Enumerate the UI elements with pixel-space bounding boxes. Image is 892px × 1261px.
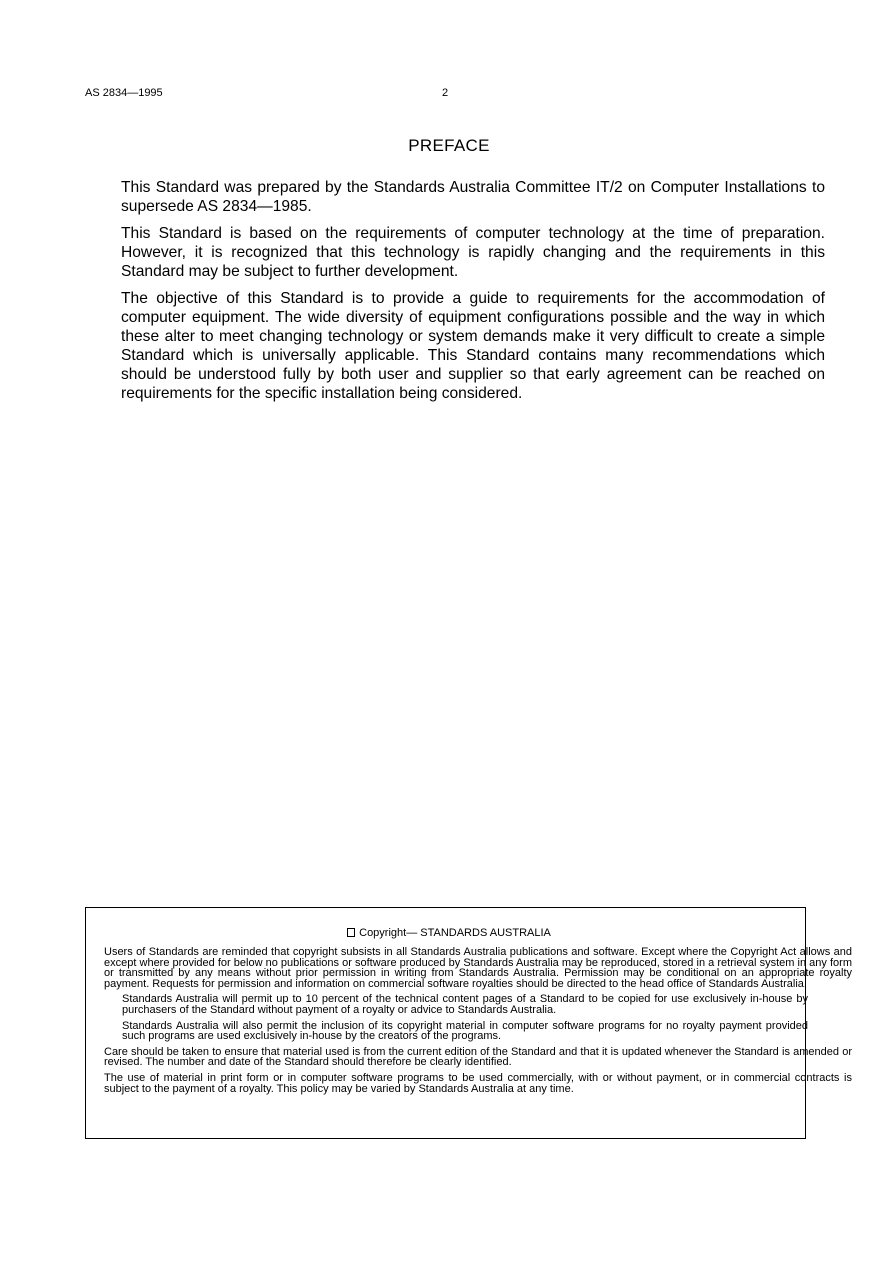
copyright-box: [85, 907, 852, 1139]
copyright-title: Copyright— STANDARDS AUSTRALIA: [359, 927, 551, 939]
copyright-content: [104, 926, 852, 1099]
copyright-heading: [104, 926, 794, 940]
copyright-paragraph: Standards Australia will also permit the inclusion of its copyright material in computer software programs for no royalty payment provided such programs are used exclusively in-house by the creators of the programs.: [122, 1019, 808, 1043]
copyright-paragraph: Users of Standards are reminded that copyright subsists in all Standards Australia publications and software. Except where the Copyright Act allows and except where provided for below no publications or software produced by Standards Australia may be reproduced, stored in a retrieval system in any form or transmitted by any means without prior permission in writing from Standards Australia. Permission may be conditional on an appropriate royalty payment. Requests for permission and information on commercial software royalties should be directed to the head office of Standards Australia.: [104, 946, 852, 990]
copyright-paragraph: The use of material in print form or in computer software programs to be used commercially, with or without payment, or in commercial contracts is subject to the payment of a royalty. This policy may be varied by Standards Australia at any time.: [104, 1071, 852, 1095]
preface-paragraph: This Standard was prepared by the Standards Australia Committee IT/2 on Computer Installations to supersede AS 2834—1985.: [121, 179, 825, 215]
copyright-paragraph: Standards Australia will permit up to 10 percent of the technical content pages of a Standard to be copied for use exclusively in-house by purchasers of the Standard without payment of a royalty or advice to Standards Australia.: [122, 993, 808, 1016]
page-number: 2: [442, 87, 449, 99]
preface-title: PREFACE: [408, 136, 490, 155]
preface-paragraph: This Standard is based on the requirements of computer technology at the time of preparation. However, it is recognized that this technology is rapidly changing and the requirements in this Standard may be subject to further development.: [121, 225, 825, 280]
copyright-paragraph: Care should be taken to ensure that material used is from the current edition of the Standard and that it is updated whenever the Standard is amended or revised. The number and date of the Standard should therefore be clearly identified.: [104, 1045, 852, 1069]
copyright-symbol-icon: [347, 928, 355, 937]
preface-paragraph: The objective of this Standard is to provide a guide to requirements for the accommodation of computer equipment. The wide diversity of equipment configurations possible and the way in which these alter to meet changing technology or system demands make it very difficult to create a simple Standard which is universally applicable. This Standard contains many recommendations which should be understood fully by both user and supplier so that early agreement can be reached on requirements for the specific installation being considered.: [121, 290, 825, 402]
document-id: AS 2834—1995: [85, 87, 163, 99]
preface-body: [121, 178, 825, 411]
